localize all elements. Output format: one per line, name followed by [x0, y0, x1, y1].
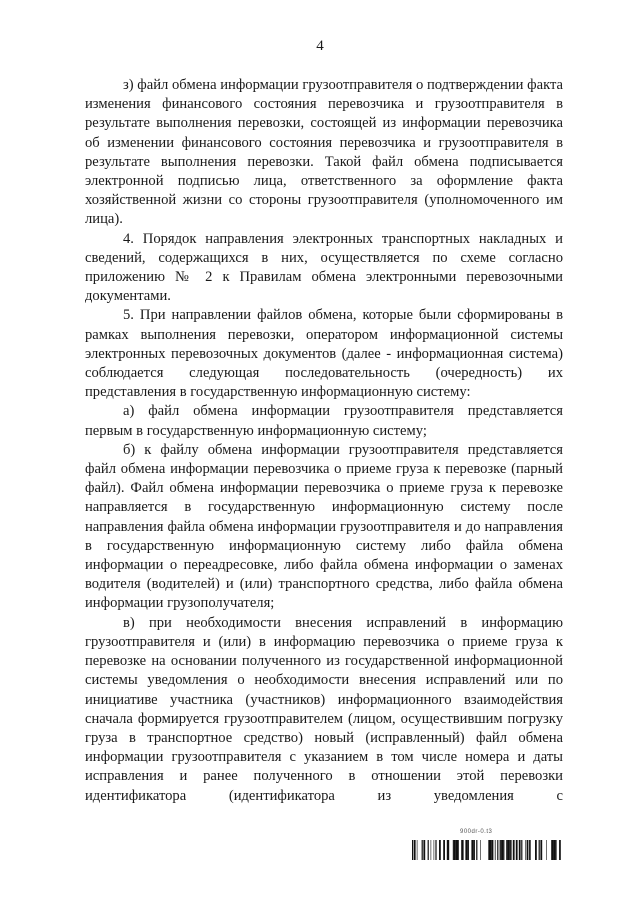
barcode-bar — [448, 840, 449, 860]
barcode-bar — [527, 840, 529, 860]
barcode-bar — [447, 840, 448, 860]
barcode-bar — [510, 840, 511, 860]
barcode-bar — [503, 840, 504, 860]
barcode — [412, 840, 562, 860]
barcode-bar — [455, 840, 457, 860]
barcode-bar — [560, 840, 561, 860]
barcode-bar — [428, 840, 429, 860]
barcode-bar — [500, 840, 501, 860]
barcode-bar — [516, 840, 518, 860]
barcode-bar — [530, 840, 531, 860]
barcode-bar — [476, 840, 477, 860]
paragraph-a: а) файл обмена информации грузоотправителя представляется первым в государственную информационную систему; — [85, 403, 563, 439]
barcode-bar — [453, 840, 454, 860]
paragraph-5: 5. При направлении файлов обмена, которые были сформированы в рамках выполнения перевозки, оператором информационной системы электронных перевозочных документов (далее - информационная система) соблюдается следующая последовательность (очередность) их представления в государственную информационную систему: — [85, 307, 563, 401]
barcode-bar — [457, 840, 459, 860]
barcode-bar — [436, 840, 437, 860]
barcode-bar — [529, 840, 530, 860]
barcode-bar — [490, 840, 491, 860]
barcode-bar — [471, 840, 473, 860]
barcode-bar — [551, 840, 553, 860]
barcode-bar — [506, 840, 507, 860]
barcode-bar — [414, 840, 415, 860]
barcode-bar — [453, 840, 455, 860]
barcode-bar — [439, 840, 441, 860]
barcode-bar — [546, 840, 547, 860]
barcode-bar — [473, 840, 474, 860]
barcode-bar — [415, 840, 416, 860]
barcode-bar — [541, 840, 542, 860]
barcode-bar — [463, 840, 464, 860]
barcode-bar — [488, 840, 489, 860]
barcode-bar — [495, 840, 496, 860]
barcode-bar — [540, 840, 541, 860]
barcode-bar — [467, 840, 468, 860]
barcode-bar — [480, 840, 481, 860]
barcode-bar — [434, 840, 435, 860]
barcode-bar — [417, 840, 418, 860]
document-body — [85, 76, 563, 806]
paragraph-v: в) при необходимости внесения исправлений в информацию грузоотправителя и (или) в информацию перевозчика о приеме груза к перевозке на основании полученного из государственной информационной системы уведомления о необходимости внесения исправлений или по инициативе участника (участников) информационного взаимодействия сначала формируется грузоотправителем (лицом, осуществившим погрузку груза в транспортное средство) новый (исправленный) файл обмена информации грузоотправителя с указанием в том числе номера и даты исправления и ранее полученного в отношении этой перевозки идентификатора (идентификатора из уведомления с — [85, 614, 563, 804]
paragraph-4: 4. Порядок направления электронных транспортных накладных и сведений, содержащихся в них, осуществляется по схеме согласно приложению № 2 к Правилам обмена электронными перевозочными документами. — [85, 230, 563, 305]
barcode-bar — [465, 840, 466, 860]
barcode-bar — [422, 840, 423, 860]
page-number: 4 — [316, 38, 324, 54]
barcode-graphic — [412, 840, 562, 860]
barcode-bar — [509, 840, 510, 860]
barcode-bar — [468, 840, 469, 860]
barcode-bar — [431, 840, 432, 860]
barcode-bar — [513, 840, 515, 860]
barcode-bar — [491, 840, 493, 860]
barcode-bar — [501, 840, 503, 860]
barcode-bar — [412, 840, 413, 860]
barcode-bar — [423, 840, 425, 860]
barcode-bar — [519, 840, 521, 860]
barcode-bar — [525, 840, 526, 860]
barcode-bar — [474, 840, 475, 860]
barcode-bar — [443, 840, 445, 860]
barcode-bar — [530, 840, 531, 860]
barcode-bar — [494, 840, 495, 860]
barcode-bar — [553, 840, 554, 860]
barcode-bar — [507, 840, 509, 860]
barcode-bar — [535, 840, 537, 860]
barcode-bar — [489, 840, 490, 860]
paragraph-b: б) к файлу обмена информации грузоотправителя представляется файл обмена информации перевозчика о приеме груза к перевозке (парный файл). Файл обмена информации перевозчика о приеме груза к перевозке направляется в государственную информационную систему после направления файла обмена информации грузоотправителя и до направления в государственную информационную систему либо файла обмена информации о переадресовке, либо файла обмена информации о заменах водителя (водителей) и (или) транспортного средства, либо файла обмена информации грузополучателя; — [85, 441, 563, 612]
barcode-bar — [559, 840, 560, 860]
paragraph-z: з) файл обмена информации грузоотправителя о подтверждении факта изменения финансового состояния перевозчика и грузоотправителя в результате выполнения перевозки, состоящей из информации перевозчика об изменении финансового состояния перевозчика и грузоотправителя в результате выполнения перевозки. Такой файл обмена подписывается электронной подписью лица, ответственного за оформление факта хозяйственной жизни со стороны грузоотправителя (уполномоченного им лица). — [85, 77, 563, 228]
barcode-bar — [466, 840, 467, 860]
barcode-bar — [500, 840, 501, 860]
barcode-bar — [554, 840, 556, 860]
barcode-bar — [521, 840, 522, 860]
barcode-bar — [539, 840, 540, 860]
barcode-bar — [461, 840, 463, 860]
barcode-bar — [555, 840, 556, 860]
barcode-bar — [497, 840, 498, 860]
barcode-bar — [435, 840, 436, 860]
document-code: 900dr-0.t3 — [460, 829, 493, 835]
